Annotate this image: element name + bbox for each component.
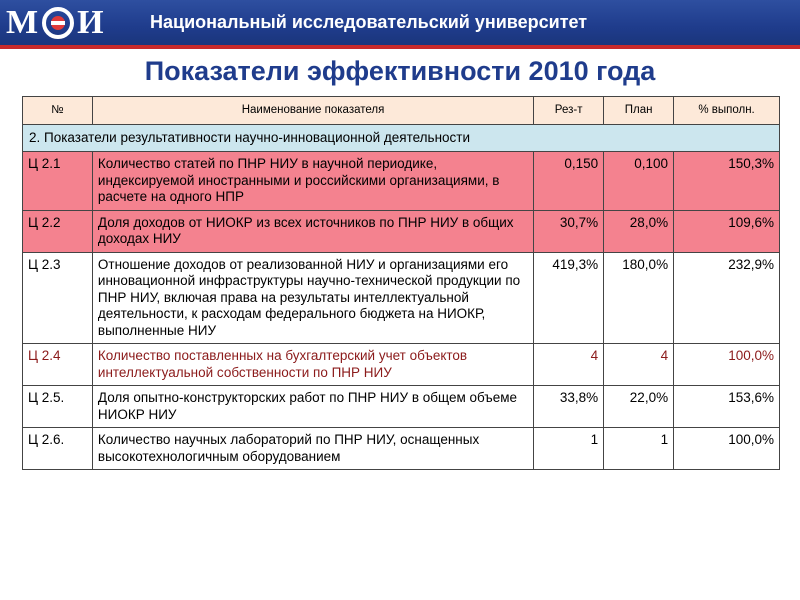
table-header-row [23, 97, 780, 125]
university-name: Национальный исследовательский университет [150, 12, 588, 32]
column-header-percent: % выполн. [674, 97, 780, 125]
row-plan: 180,0% [604, 252, 674, 344]
row-plan: 1 [604, 428, 674, 470]
row-id: Ц 2.1 [23, 152, 93, 211]
row-plan: 4 [604, 344, 674, 386]
row-name: Количество научных лабораторий по ПНР НИУ, оснащенных высокотехнологичным оборудованием [92, 428, 533, 470]
column-header-number: № [23, 97, 93, 125]
row-id: Ц 2.2 [23, 210, 93, 252]
table-row [23, 386, 780, 428]
header-stripe [0, 45, 800, 49]
row-result: 30,7% [534, 210, 604, 252]
column-header-plan: План [604, 97, 674, 125]
row-name: Отношение доходов от реализованной НИУ и организациями его инновационной инфраструктуры научно-технической продукции по ПНР НИУ, включая права на результаты интеллектуальной деятельности, к расходам федерального бюджета на НИОКР, выполненные НИУ [92, 252, 533, 344]
page-title: Показатели эффективности 2010 года [144, 56, 656, 86]
row-name: Доля опытно-конструкторских работ по ПНР НИУ в общем объеме НИОКР НИУ [92, 386, 533, 428]
row-result: 1 [534, 428, 604, 470]
table-row [23, 344, 780, 386]
row-name: Доля доходов от НИОКР из всех источников по ПНР НИУ в общих доходах НИУ [92, 210, 533, 252]
row-result: 419,3% [534, 252, 604, 344]
header-bar [0, 0, 800, 49]
indicators-table [22, 96, 780, 470]
row-percent: 153,6% [674, 386, 780, 428]
row-percent: 232,9% [674, 252, 780, 344]
row-name: Количество поставленных на бухгалтерский учет объектов интеллектуальной собственности по ПНР НИУ [92, 344, 533, 386]
table-row [23, 152, 780, 211]
row-percent: 150,3% [674, 152, 780, 211]
column-header-result: Рез-т [534, 97, 604, 125]
logo-letter-i: И [77, 4, 105, 41]
row-plan: 22,0% [604, 386, 674, 428]
row-plan: 28,0% [604, 210, 674, 252]
table-row [23, 210, 780, 252]
row-result: 33,8% [534, 386, 604, 428]
university-logo [6, 3, 105, 43]
row-plan: 0,100 [604, 152, 674, 211]
row-id: Ц 2.4 [23, 344, 93, 386]
table-row [23, 428, 780, 470]
row-result: 4 [534, 344, 604, 386]
column-header-name: Наименование показателя [92, 97, 533, 125]
row-percent: 109,6% [674, 210, 780, 252]
row-name: Количество статей по ПНР НИУ в научной периодике, индексируемой иностранными и российскими организациями, в расчете на одного НПР [92, 152, 533, 211]
row-percent: 100,0% [674, 344, 780, 386]
row-id: Ц 2.5. [23, 386, 93, 428]
row-result: 0,150 [534, 152, 604, 211]
row-id: Ц 2.3 [23, 252, 93, 344]
section-row [23, 124, 780, 152]
logo-emblem-icon [41, 6, 75, 40]
table-row [23, 252, 780, 344]
section-title: 2. Показатели результативности научно-инновационной деятельности [23, 124, 780, 152]
logo-letter-m: М [6, 4, 40, 41]
row-id: Ц 2.6. [23, 428, 93, 470]
row-percent: 100,0% [674, 428, 780, 470]
